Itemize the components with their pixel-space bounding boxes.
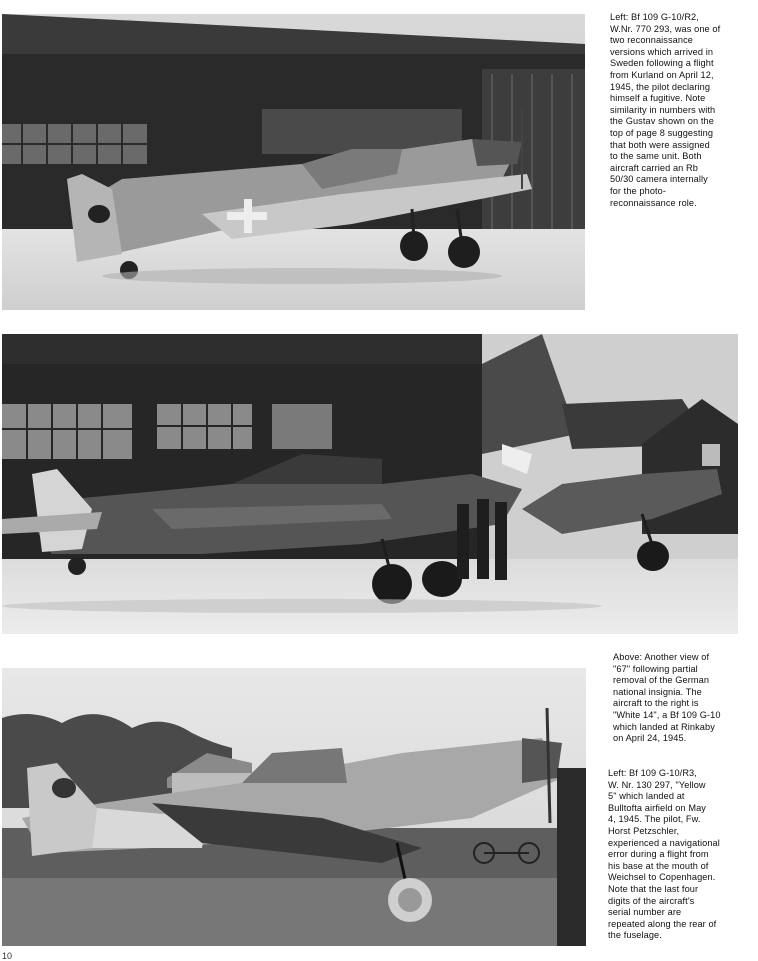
caption-middle: Above: Another view of "67" following partial removal of the German national insignia. The aircraft to the right is "White 14", a Bf 109 G-10 which landed at Rinkaby on April 24, 1945. — [613, 652, 721, 744]
photo-bottom — [2, 668, 586, 946]
photo-top — [2, 14, 585, 310]
caption-top: Left: Bf 109 G-10/R2, W.Nr. 770 293, was one of two reconnaissance versions which arrived in Sweden following a flight from Kurland on April 12, 1945, the pilot declaring himself a fugitive. Note similarity in numbers with the Gustav shown on the top of page 8 suggesting that both were assigned to the same unit. Both aircraft carried an Rb 50/30 camera internally for the photo- reconnaissance role. — [610, 12, 721, 208]
caption-bottom: Left: Bf 109 G-10/R3, W. Nr. 130 297, "Yellow 5" which landed at Bulltofta airfield on May 4, 1945. The pilot, Fw. Horst Petzschler, experienced a navigational error during a flight from his base at the mouth of Weichsel to Copenhagen. Note that the last four digits of the aircraft's serial number are repeated along the rear of the fuselage. — [608, 768, 720, 941]
photo-middle — [2, 334, 738, 634]
page-number: 10 — [2, 951, 13, 961]
